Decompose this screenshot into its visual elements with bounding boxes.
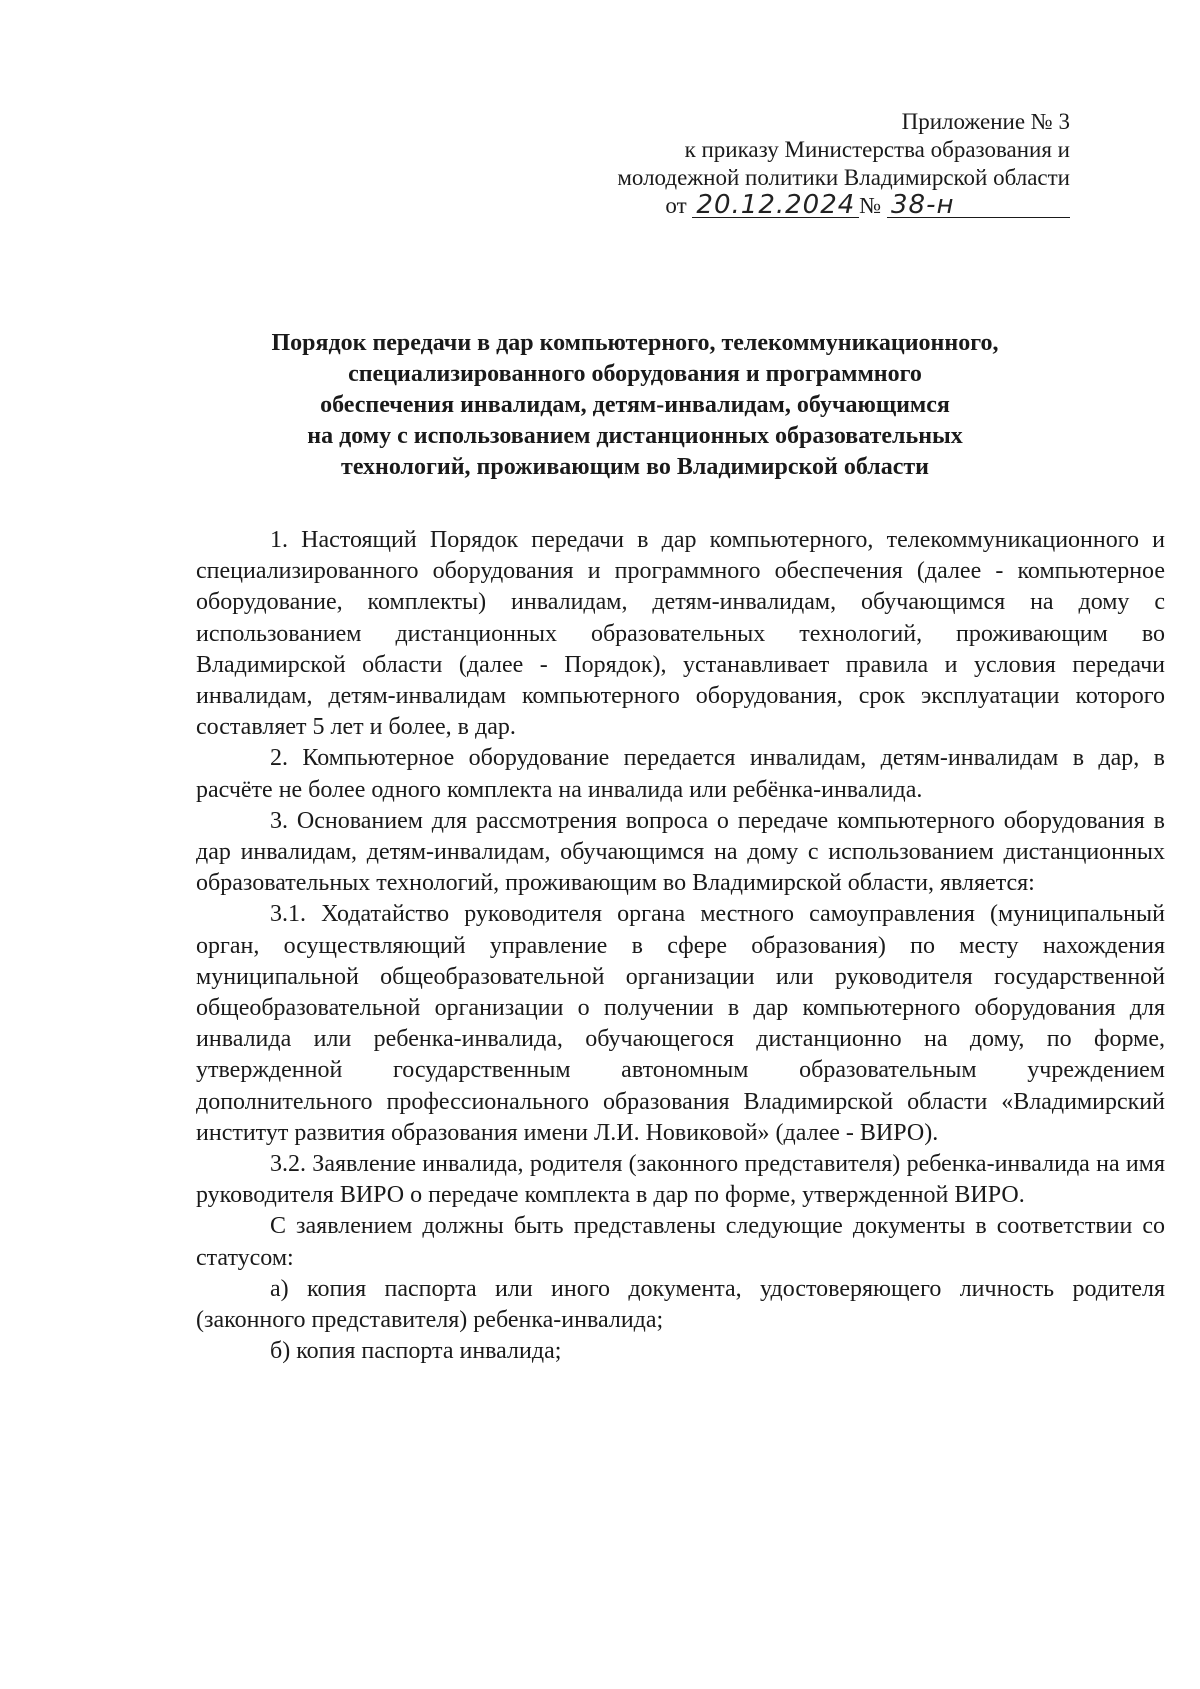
paragraph-item-a: а) копия паспорта или иного документа, удостоверяющего личность родителя (законного представителя) ребенка-инвалида;	[196, 1275, 1165, 1334]
paragraph-1: 1. Настоящий Порядок передачи в дар компьютерного, телекоммуникационного и специализированного оборудования и программного обеспечения (далее - компьютерное оборудование, комплекты) инвалидам, детям-инвалидам, обучающимся на дому с использованием дистанционных образовательных технологий, проживающим во Владимирской области (далее - Порядок), устанавливает правила и условия передачи инвалидам, детям-инвалидам компьютерного оборудования, срок эксплуатации которого составляет 5 лет и более, в дар.	[196, 527, 1165, 741]
title-line: обеспечения инвалидам, детям-инвалидам, обучающимся	[320, 392, 950, 418]
document-body	[196, 525, 1165, 1367]
title-line: Порядок передачи в дар компьютерного, телекоммуникационного,	[271, 330, 999, 356]
title-line: на дому с использованием дистанционных образовательных	[307, 423, 963, 449]
paragraph-3-1: 3.1. Ходатайство руководителя органа местного самоуправления (муниципальный орган, осуществляющий управление в сфере образования) по месту нахождения муниципальной общеобразовательной организации или руководителя государственной общеобразовательной организации о получении в дар компьютерного оборудования для инвалида или ребенка-инвалида, обучающегося дистанционно на дому, по форме, утвержденной государственным автономным образовательным учреждением дополнительного профессионального образования Владимирской области «Владимирский институт развития образования имени Л.И. Новиковой» (далее - ВИРО).	[196, 901, 1165, 1146]
handwritten-date: 20.12.2024	[692, 193, 859, 218]
from-label: от	[665, 193, 687, 218]
paragraph-item-b: б) копия паспорта инвалида;	[270, 1338, 562, 1365]
number-label: №	[859, 193, 882, 218]
appendix-header	[617, 108, 1070, 220]
appendix-label: Приложение № 3	[901, 109, 1070, 134]
ministry-line: молодежной политики Владимирской области	[617, 165, 1070, 190]
date-number-line	[617, 192, 1070, 220]
handwritten-number: 38-н	[887, 193, 1070, 218]
title-line: специализированного оборудования и программного	[348, 361, 922, 387]
paragraph-2: 2. Компьютерное оборудование передается инвалидам, детям-инвалидам в дар, в расчёте не более одного комплекта на инвалида или ребёнка-инвалида.	[196, 745, 1165, 803]
order-reference-line: к приказу Министерства образования и	[684, 137, 1070, 162]
paragraph-documents-intro: С заявлением должны быть представлены следующие документы в соответствии со статусом:	[196, 1213, 1165, 1271]
paragraph-3-2: 3.2. Заявление инвалида, родителя (законного представителя) ребенка-инвалида на имя руководителя ВИРО о передаче комплекта в дар по форме, утвержденной ВИРО.	[196, 1151, 1165, 1209]
paragraph-3: 3. Основанием для рассмотрения вопроса о передаче компьютерного оборудования в дар инвалидам, детям-инвалидам, обучающимся на дому с использованием дистанционных образовательных технологий, проживающим во Владимирской области, является:	[196, 807, 1165, 897]
document-title	[200, 328, 1070, 483]
title-line: технологий, проживающим во Владимирской области	[341, 454, 929, 480]
